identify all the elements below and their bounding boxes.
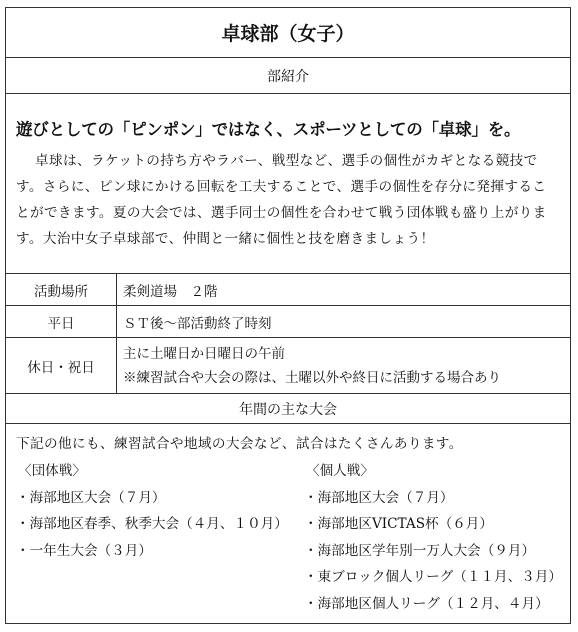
row-value-line: 主に土曜日か日曜日の午前 [123, 345, 285, 362]
team-events-column [16, 458, 304, 617]
row-label: 休日・祝日 [6, 338, 117, 393]
events-section [6, 424, 570, 624]
row-value [117, 274, 570, 305]
table-row-weekday [6, 306, 570, 338]
row-label: 平日 [6, 306, 117, 337]
table-row-place [6, 274, 570, 306]
list-item: ・東ブロック個人リーグ（１１月、３月） [304, 569, 563, 585]
list-item: ・海部地区大会（７月） [304, 489, 454, 506]
row-value [117, 338, 570, 393]
row-value-line: 柔剣道場 ２階 [123, 283, 218, 300]
page-title: 卓球部（女子） [6, 8, 570, 58]
list-item: ・海部地区VICTAS杯（６月） [304, 516, 493, 532]
individual-events-column [304, 458, 563, 617]
intro-body: 卓球は、ラケットの持ち方やラバー、戦型など、選手の個性がカギとなる競技です。さらに、ピン球にかける回転を工夫することで、選手の個性を存分に発揮することができます。夏の大会では、選手同士の個性を合わせて戦う団体戦も盛り上がります。大治中女子卓球部で、仲間と一緒に個性と技を磨きましょう！ [16, 153, 547, 247]
events-lead: 下記の他にも、練習試合や地域の大会など、試合はたくさんあります。 [16, 436, 463, 452]
row-label: 活動場所 [6, 274, 117, 305]
team-events-heading: 〈団体戦〉 [18, 463, 86, 479]
row-value-note: ※練習試合や大会の際は、土曜以外や終日に活動する場合あり [123, 369, 501, 386]
list-item: ・海部地区大会（７月） [16, 489, 166, 506]
list-item: ・海部地区学年別一万人大会（９月） [304, 542, 536, 559]
events-section-heading: 年間の主な大会 [6, 394, 570, 424]
individual-events-heading: 〈個人戦〉 [306, 463, 374, 479]
row-value-line: ＳＴ後～部活動終了時刻 [123, 315, 272, 332]
table-row-holiday [6, 338, 570, 394]
row-value [117, 306, 570, 337]
intro-section [6, 94, 570, 274]
list-item: ・海部地区春季、秋季大会（４月、１０月） [16, 516, 288, 532]
list-item: ・海部地区個人リーグ（１２月、４月） [304, 595, 549, 612]
intro-section-heading: 部紹介 [6, 58, 570, 94]
intro-headline: 遊びとしての「ピンポン」ではなく、スポーツとしての「卓球」を。 [16, 120, 521, 139]
club-info-sheet [5, 7, 571, 624]
list-item: ・一年生大会（３月） [16, 542, 152, 559]
